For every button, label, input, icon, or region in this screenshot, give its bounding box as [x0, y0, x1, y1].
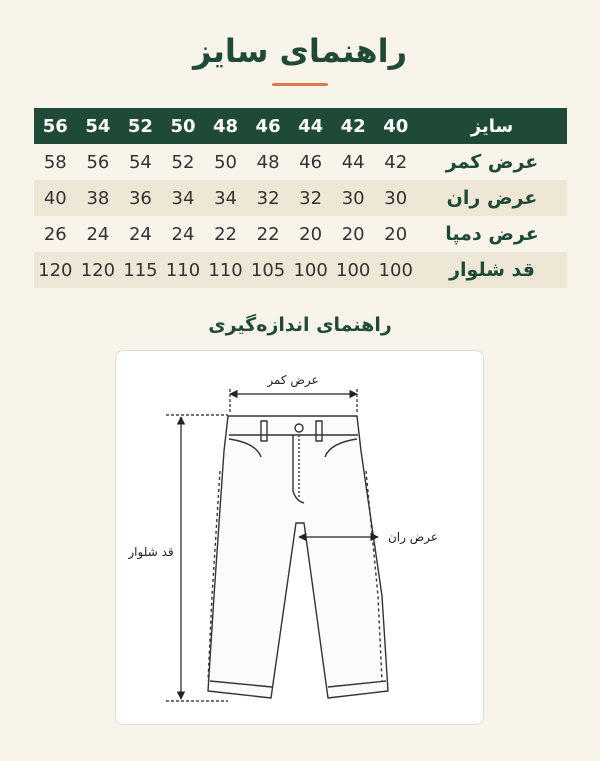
table-cell: 110	[204, 252, 247, 288]
table-cell: 20	[289, 216, 332, 252]
row-label-hem: عرض دمپا	[417, 216, 567, 252]
table-cell: 38	[77, 180, 120, 216]
pants-diagram	[116, 351, 485, 726]
table-cell: 24	[77, 216, 120, 252]
size-header: 56	[34, 108, 77, 144]
table-cell: 36	[119, 180, 162, 216]
pants-diagram-card	[115, 350, 484, 725]
row-label-thigh: عرض ران	[417, 180, 567, 216]
table-cell: 30	[374, 180, 417, 216]
table-cell: 20	[332, 216, 375, 252]
table-cell: 44	[332, 144, 375, 180]
size-header: 48	[204, 108, 247, 144]
table-cell: 110	[162, 252, 205, 288]
thigh-label: عرض ران	[387, 530, 439, 544]
header-label: سایز	[417, 108, 567, 144]
table-row	[34, 216, 567, 252]
pants-illustration	[208, 416, 388, 698]
table-cell: 58	[34, 144, 77, 180]
table-cell: 115	[119, 252, 162, 288]
size-header: 46	[247, 108, 290, 144]
length-label: قد شلوار	[128, 545, 174, 559]
table-cell: 32	[289, 180, 332, 216]
table-row	[34, 144, 567, 180]
table-cell: 50	[204, 144, 247, 180]
table-cell: 26	[34, 216, 77, 252]
table-cell: 32	[247, 180, 290, 216]
size-header: 40	[374, 108, 417, 144]
table-row	[34, 180, 567, 216]
table-row	[34, 252, 567, 288]
table-cell: 22	[204, 216, 247, 252]
table-cell: 52	[162, 144, 205, 180]
table-cell: 46	[289, 144, 332, 180]
table-cell: 48	[247, 144, 290, 180]
waist-label: عرض کمر	[267, 373, 319, 387]
table-cell: 100	[374, 252, 417, 288]
table-cell: 120	[77, 252, 120, 288]
page-title: راهنمای سایز	[193, 32, 407, 70]
table-cell: 22	[247, 216, 290, 252]
table-cell: 100	[289, 252, 332, 288]
size-header: 50	[162, 108, 205, 144]
size-header: 52	[119, 108, 162, 144]
table-cell: 34	[162, 180, 205, 216]
size-header: 42	[332, 108, 375, 144]
table-header-row	[34, 108, 567, 144]
size-header: 44	[289, 108, 332, 144]
size-table	[34, 108, 567, 288]
row-label-waist: عرض کمر	[417, 144, 567, 180]
measure-guide-title: راهنمای اندازه‌گیری	[208, 314, 392, 336]
table-cell: 24	[162, 216, 205, 252]
waist-dimension	[230, 389, 357, 413]
table-cell: 42	[374, 144, 417, 180]
table-cell: 34	[204, 180, 247, 216]
table-cell: 24	[119, 216, 162, 252]
table-cell: 54	[119, 144, 162, 180]
size-header: 54	[77, 108, 120, 144]
table-cell: 100	[332, 252, 375, 288]
title-underline	[272, 83, 328, 86]
row-label-length: قد شلوار	[417, 252, 567, 288]
table-cell: 20	[374, 216, 417, 252]
table-cell: 40	[34, 180, 77, 216]
table-cell: 105	[247, 252, 290, 288]
table-cell: 30	[332, 180, 375, 216]
table-cell: 56	[77, 144, 120, 180]
table-cell: 120	[34, 252, 77, 288]
